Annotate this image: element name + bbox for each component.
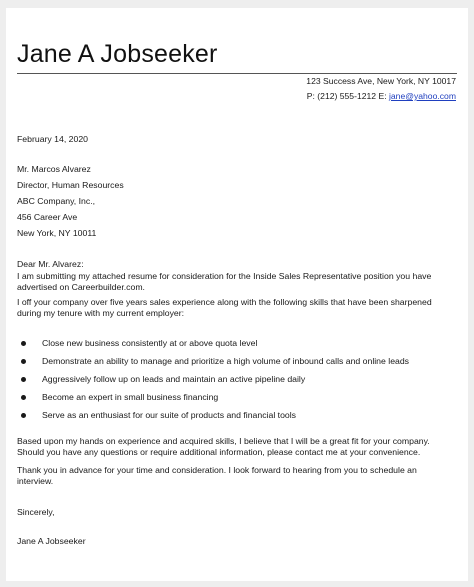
- bullet-icon: [21, 341, 26, 346]
- signature-name: Jane A Jobseeker: [17, 536, 86, 546]
- applicant-name: Jane A Jobseeker: [17, 40, 218, 68]
- page-border-bottom: [0, 581, 474, 587]
- skill-text: Serve as an enthusiast for our suite of products and financial tools: [42, 410, 297, 420]
- intro-paragraph: I am submitting my attached resume for consideration for the Inside Sales Representative position you have advertised on Careerbuilder.com.: [17, 271, 432, 292]
- recipient-company: ABC Company, Inc.,: [17, 196, 96, 206]
- page-border-right: [468, 0, 474, 587]
- bullet-icon: [21, 359, 26, 364]
- bullet-icon: [21, 413, 26, 418]
- bullet-icon: [21, 377, 26, 382]
- skill-text: Aggressively follow up on leads and maintain an active pipeline daily: [42, 374, 306, 384]
- recipient-name: Mr. Marcos Alvarez: [17, 164, 91, 174]
- skill-text: Become an expert in small business financing: [42, 392, 219, 402]
- recipient-title: Director, Human Resources: [17, 180, 124, 190]
- page-border-left: [0, 0, 6, 587]
- skill-text: Close new business consistently at or above quota level: [42, 338, 258, 348]
- skill-text: Demonstrate an ability to manage and prioritize a high volume of inbound calls and online leads: [42, 356, 410, 366]
- applicant-address: 123 Success Ave, New York, NY 10017: [306, 76, 456, 86]
- applicant-contact-line: [307, 91, 456, 102]
- salutation: Dear Mr. Alvarez:: [17, 259, 84, 269]
- bullet-icon: [21, 395, 26, 400]
- applicant-phone: P: (212) 555-1212 E:: [306, 91, 387, 101]
- page-border-top: [0, 0, 474, 8]
- fit-paragraph: Based upon my hands on experience and acquired skills, I believe that I will be a great fit for your company. Should you have any questions or require additional information, please contact me at your convenience.: [17, 436, 430, 457]
- recipient-city: New York, NY 10011: [17, 228, 97, 238]
- closing: Sincerely,: [17, 507, 55, 517]
- recipient-street: 456 Career Ave: [17, 212, 78, 222]
- thanks-paragraph: Thank you in advance for your time and consideration. I look forward to hearing from you to schedule an interview.: [17, 465, 417, 486]
- experience-paragraph: I off your company over five years sales experience along with the following skills that have been sharpened during my tenure with my current employer:: [17, 297, 432, 318]
- applicant-email-link[interactable]: jane@yahoo.com: [388, 91, 456, 101]
- header-divider: [17, 73, 457, 74]
- letter-date: February 14, 2020: [17, 134, 88, 144]
